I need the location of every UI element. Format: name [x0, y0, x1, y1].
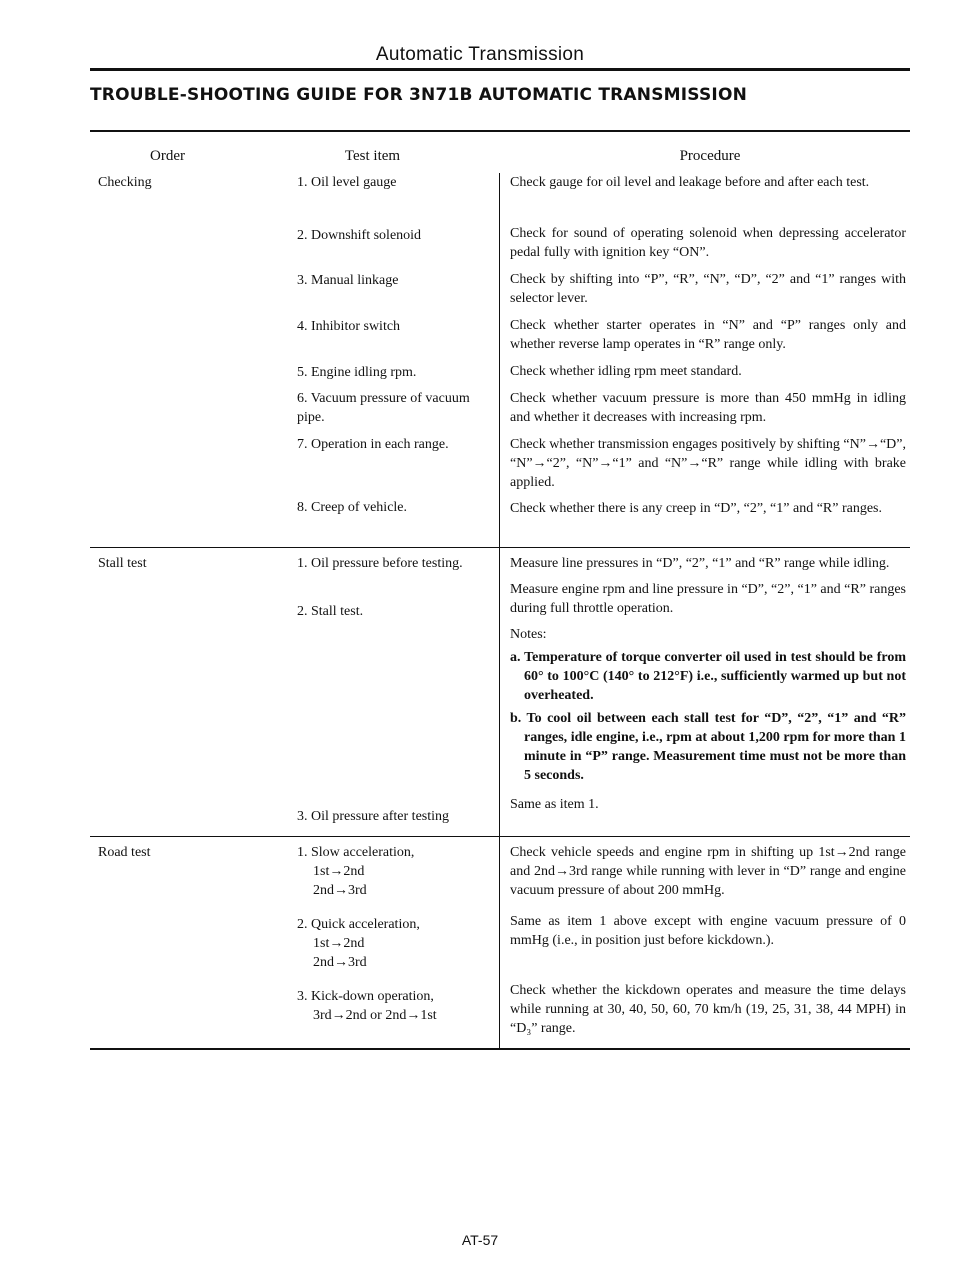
- test-item-sub: 1st→2nd: [313, 864, 365, 879]
- order-cell: Checking: [98, 175, 152, 190]
- procedure-text: Measure engine rpm and line pressure in “D”, “2”, “1” and “R” ranges during full throttle operation.: [510, 582, 906, 616]
- section-stall-test: [90, 547, 910, 836]
- procedure-text: Check whether vacuum pressure is more than 450 mmHg in idling and whether it decreases with increasing rpm.: [510, 391, 906, 425]
- test-item: 6. Vacuum pressure of vacuum pipe.: [297, 391, 470, 425]
- order-cell: Stall test: [98, 556, 147, 571]
- header-procedure: Procedure: [679, 148, 741, 164]
- procedure-text: Check whether idling rpm meet standard.: [510, 364, 742, 379]
- procedure-text: Same as item 1.: [510, 797, 599, 812]
- header-test-item: Test item: [344, 148, 401, 164]
- test-item: 5. Engine idling rpm.: [297, 365, 417, 380]
- test-items: [245, 173, 500, 547]
- page-number: AT-57: [461, 1232, 499, 1248]
- test-item: 8. Creep of vehicle.: [297, 500, 408, 515]
- header-order: Order: [150, 148, 185, 164]
- header-rule: [90, 68, 910, 71]
- test-item: 3. Oil pressure after testing: [297, 809, 450, 824]
- test-item: 7. Operation in each range.: [297, 437, 449, 452]
- notes-label: Notes:: [510, 627, 547, 642]
- test-item-label: 2. Quick acceleration,: [297, 917, 420, 932]
- procedure-text: Check whether the kickdown operates and measure the time delays while running at 30, 40, 50, 60, 70 km/h (19, 25, 31, 38, 44 MPH) in “D₃” range.: [510, 983, 906, 1036]
- procedure-text: Same as item 1 above except with engine vacuum pressure of 0 mmHg (i.e., in position just before kickdown.).: [510, 914, 906, 948]
- test-item-sub: 1st→2nd: [313, 936, 365, 951]
- section-checking: [90, 173, 910, 547]
- procedure-text: Check gauge for oil level and leakage before and after each test.: [510, 175, 870, 190]
- test-item: [297, 987, 491, 1025]
- running-title: Automatic Transmission: [375, 44, 585, 65]
- note-b: b. To cool oil between each stall test for “D”, “2”, “1” and “R” ranges, idle engine, i.e., rpm at about 1,200 rpm for more than 1 minute in “P” range. Measurement time must not be more than 5 seconds.: [510, 711, 906, 783]
- test-item-label: 1. Slow acceleration,: [297, 845, 415, 860]
- test-item: 4. Inhibitor switch: [297, 319, 401, 334]
- test-item-sub: 2nd→3rd: [313, 955, 367, 970]
- procedure-text: Measure line pressures in “D”, “2”, “1” and “R” range while idling.: [510, 556, 890, 571]
- test-item: 2. Downshift solenoid: [297, 228, 422, 243]
- test-item-label: 3. Kick-down operation,: [297, 989, 434, 1004]
- test-items: [245, 837, 500, 1048]
- note-a: a. Temperature of torque converter oil used in test should be from 60° to 100°C (140° to 212°F) i.e., sufficiently warmed up but not overheated.: [510, 650, 906, 703]
- test-item: 2. Stall test.: [297, 604, 364, 619]
- procedures: [500, 548, 910, 836]
- procedures: [500, 837, 910, 1048]
- procedure-text: Check by shifting into “P”, “R”, “N”, “D”, “2” and “1” ranges with selector lever.: [510, 272, 906, 306]
- procedure-text: Check whether transmission engages positively by shifting “N”→“D”, “N”→“2”, “N”→“1” and “N”→“R” range while idling with brake applied.: [510, 437, 906, 490]
- procedures: [500, 173, 910, 547]
- test-item: [297, 843, 491, 905]
- test-items: [245, 548, 500, 836]
- procedure-text: Check for sound of operating solenoid when depressing accelerator pedal fully with ignition key “ON”.: [510, 226, 906, 260]
- test-item: 1. Oil level gauge: [297, 175, 397, 190]
- trouble-shooting-table: [90, 130, 910, 1050]
- page-title: TROUBLE-SHOOTING GUIDE FOR 3N71B AUTOMATIC TRANSMISSION: [90, 85, 748, 105]
- table-header: [90, 132, 910, 173]
- procedure-text: Check whether starter operates in “N” and “P” ranges only and whether reverse lamp operates in “R” range only.: [510, 318, 906, 352]
- test-item-sub: 2nd→3rd: [313, 883, 367, 898]
- test-item: 1. Oil pressure before testing.: [297, 556, 463, 571]
- section-road-test: [90, 836, 910, 1048]
- table-bottom-rule: [90, 1048, 910, 1050]
- test-item: 3. Manual linkage: [297, 273, 399, 288]
- test-item: [297, 915, 491, 977]
- test-item-sub: 3rd→2nd or 2nd→1st: [313, 1008, 437, 1023]
- procedure-text: Check vehicle speeds and engine rpm in shifting up 1st→2nd range and 2nd→3rd range while running with lever in “D” range and engine vacuum pressure of about 200 mmHg.: [510, 845, 906, 898]
- procedure-text: Check whether there is any creep in “D”, “2”, “1” and “R” ranges.: [510, 501, 882, 516]
- order-cell: Road test: [98, 845, 151, 860]
